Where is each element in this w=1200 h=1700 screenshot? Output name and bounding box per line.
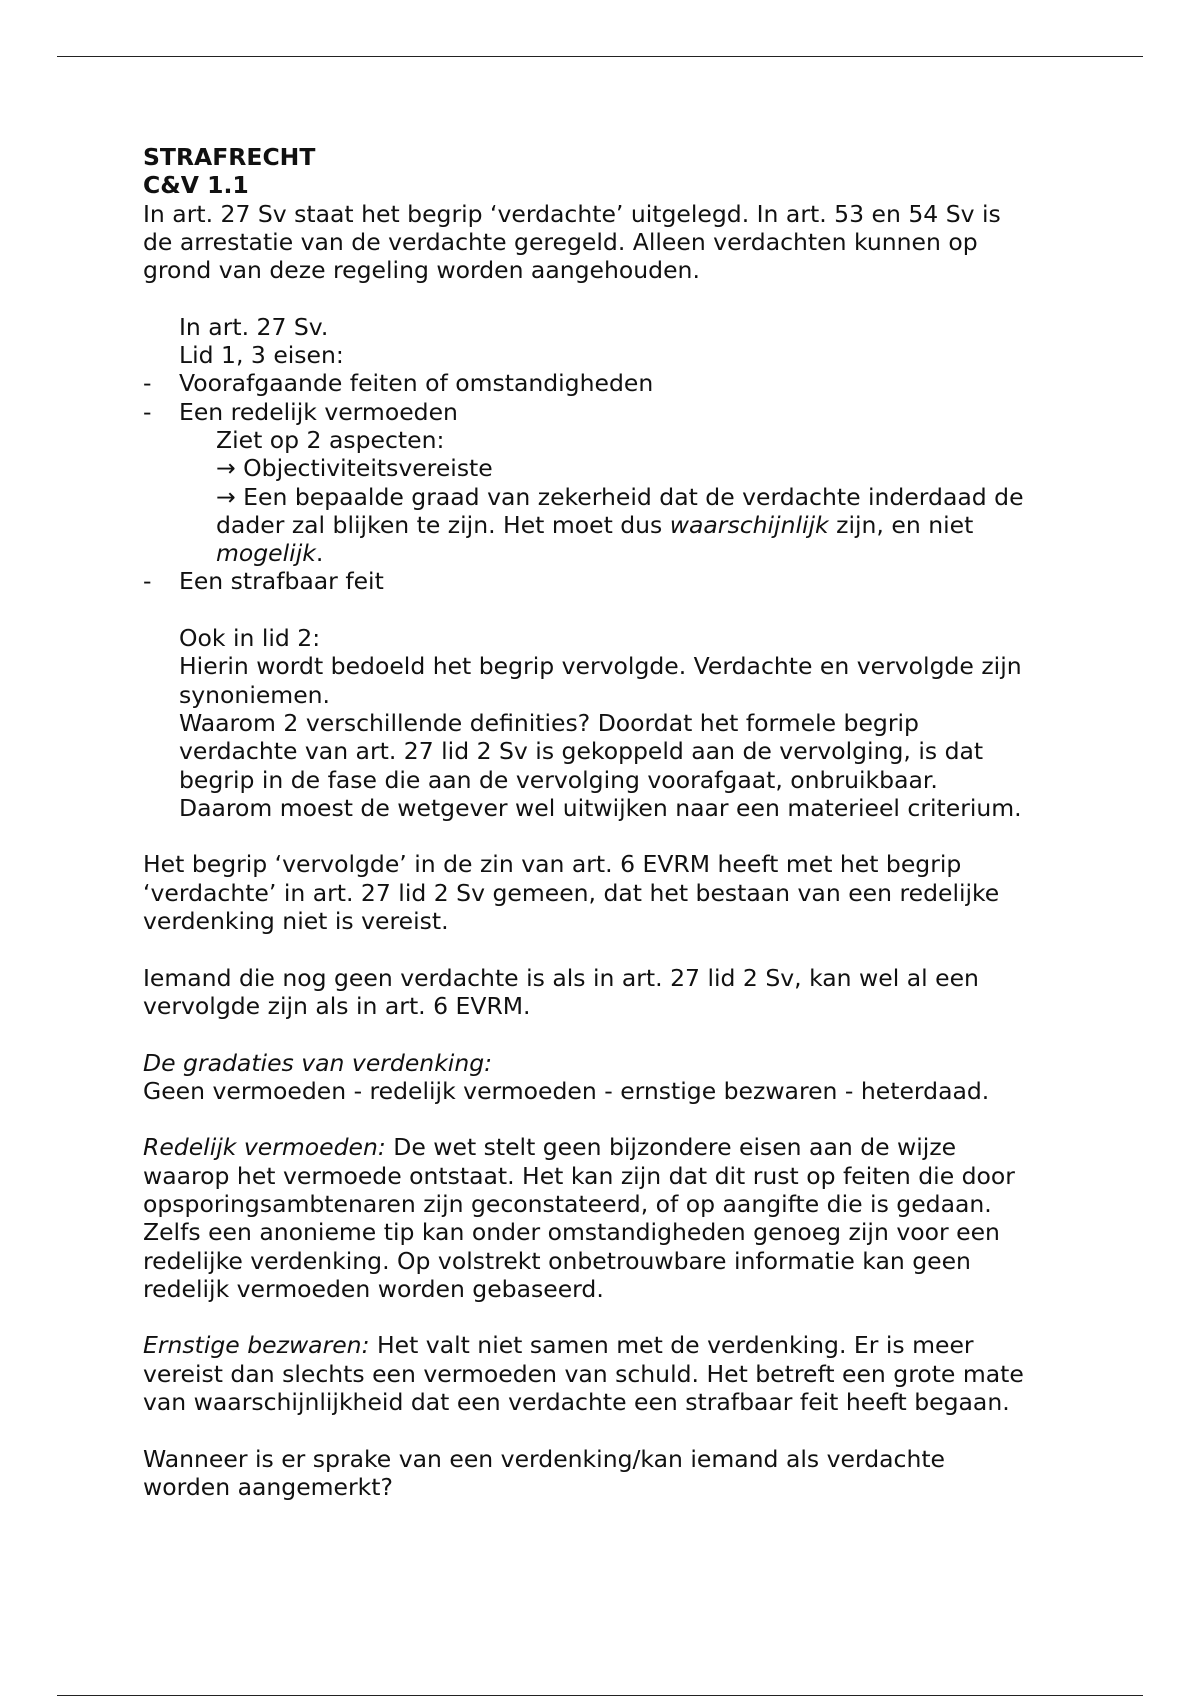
bullet-dash: - [143,397,152,426]
header-rule [57,56,1143,57]
lid2-section [143,624,1083,822]
text-line: verdenking niet is vereist. [143,907,449,936]
question-paragraph [143,1445,1083,1502]
text-line: Wanneer is er sprake van een verdenking/kan iemand als verdachte [143,1444,946,1473]
list-item: - Voorafgaande feiten of omstandigheden [143,369,654,398]
bullet-dash: - [143,567,152,596]
text-line: In art. 27 Sv staat het begrip ‘verdachte’ uitgelegd. In art. 53 en 54 Sv is [143,199,1001,228]
text-line: opsporingsambtenaren zijn geconstateerd, of op aangifte die is gedaan. [143,1189,992,1218]
text-line: Zelfs een anonieme tip kan onder omstandigheden genoeg zijn voor een [143,1218,1000,1247]
gradaties-section [143,1049,1083,1106]
document-subtitle: C&V 1.1 [143,171,249,200]
text-line: Hierin wordt bedoeld het begrip vervolgde. Verdachte en vervolgde zijn [179,652,1022,681]
text-line: synoniemen. [179,680,331,709]
aspect-item: → Objectiviteitsvereiste [216,454,493,483]
text-line: Daarom moest de wetgever wel uitwijken naar een materieel criterium. [179,793,1022,822]
aspect-item-continued: mogelijk. [216,539,324,568]
bullet-dash: - [143,369,152,398]
term-label: Ernstige bezwaren: [143,1331,370,1360]
lid1-label: Lid 1, 3 eisen: [179,341,344,370]
text-line: waarop het vermoede ontstaat. Het kan zijn dat dit rust op feiten die door [143,1161,1015,1190]
aspect-item: → Een bepaalde graad van zekerheid dat de verdachte inderdaad de [216,482,1024,511]
term-label: Redelijk vermoeden: [143,1133,386,1162]
text-line: van waarschijnlijkheid dat een verdachte een strafbaar feit heeft begaan. [143,1388,1010,1417]
evrm-paragraph [143,850,1083,935]
aspect-item-continued: dader zal blijken te zijn. Het moet dus waarschijnlijk zijn, en niet [216,510,974,539]
text-line: Waarom 2 verschillende definities? Doordat het formele begrip [179,708,919,737]
art27-section [143,313,1083,596]
text-line: redelijk vermoeden worden gebaseerd. [143,1274,604,1303]
text-line: ‘verdachte’ in art. 27 lid 2 Sv gemeen, dat het bestaan van een redelijke [143,878,1000,907]
ernstige-bezwaren-paragraph [143,1331,1083,1416]
footer-rule [57,1695,1143,1696]
iemand-paragraph [143,964,1083,1021]
text-line: grond van deze regeling worden aangehouden. [143,256,700,285]
text-line: begrip in de fase die aan de vervolging voorafgaat, onbruikbaar. [179,765,938,794]
text-line: Ernstige bezwaren: Het valt niet samen met de verdenking. Er is meer [143,1331,974,1360]
text-line: verdachte van art. 27 lid 2 Sv is gekoppeld aan de vervolging, is dat [179,737,984,766]
text-line: vervolgde zijn als in art. 6 EVRM. [143,991,531,1020]
text-line: de arrestatie van de verdachte geregeld. Alleen verdachten kunnen op [143,227,978,256]
text-line: Redelijk vermoeden: De wet stelt geen bijzondere eisen aan de wijze [143,1133,957,1162]
gradaties-text: Geen vermoeden - redelijk vermoeden - ernstige bezwaren - heterdaad. [143,1076,990,1105]
intro-paragraph [143,200,1083,285]
art27-heading: In art. 27 Sv. [179,312,329,341]
document-title: STRAFRECHT [143,143,316,171]
text-line: Iemand die nog geen verdachte is als in art. 27 lid 2 Sv, kan wel al een [143,963,979,992]
emphasis-text: mogelijk [216,539,316,568]
emphasis-text: waarschijnlijk [669,510,829,539]
text-line: Het begrip ‘vervolgde’ in de zin van art. 6 EVRM heeft met het begrip [143,850,962,879]
text-line: redelijke verdenking. Op volstrekt onbetrouwbare informatie kan geen [143,1246,971,1275]
list-item: - Een redelijk vermoeden [143,397,458,426]
gradaties-heading: De gradaties van verdenking: [143,1048,493,1077]
list-item: - Een strafbaar feit [143,567,384,596]
redelijk-vermoeden-paragraph [143,1133,1083,1303]
lid2-heading: Ook in lid 2: [179,624,321,653]
document-body [143,143,1083,1501]
text-line: vereist dan slechts een vermoeden van schuld. Het betreft een grote mate [143,1359,1024,1388]
text-line: worden aangemerkt? [143,1472,393,1501]
aspects-heading: Ziet op 2 aspecten: [216,425,445,454]
